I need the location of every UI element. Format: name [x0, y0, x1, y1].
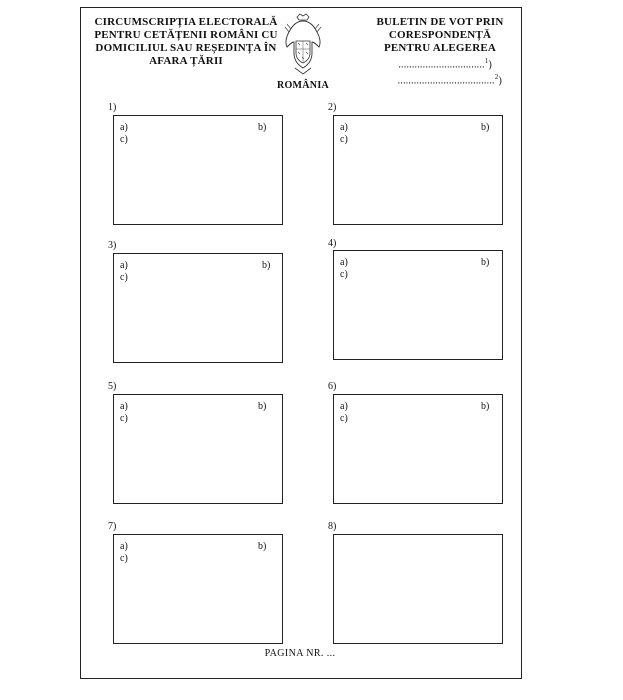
option-b-label: b): [258, 122, 267, 133]
option-c-label: c): [120, 134, 128, 145]
candidate-box[interactable]: [113, 253, 283, 363]
option-c-label: c): [120, 272, 128, 283]
option-c-label: c): [120, 413, 128, 424]
constituency-header: [89, 16, 283, 68]
candidate-box[interactable]: [333, 394, 503, 504]
box-number: 5): [108, 381, 117, 392]
option-b-label: b): [481, 401, 490, 412]
option-c-label: c): [340, 134, 348, 145]
ballot-title-line: CORESPONDENȚĂ: [388, 29, 492, 41]
ballot-title-line: PENTRU ALEGEREA: [383, 42, 497, 54]
box-number: 8): [328, 521, 337, 532]
option-a-label: a): [340, 122, 348, 133]
candidate-box[interactable]: [333, 534, 503, 644]
country-label: ROMÂNIA: [276, 80, 330, 91]
box-number: 4): [328, 238, 337, 249]
option-b-label: b): [262, 260, 271, 271]
election-fill-line: ................................$^1$): [398, 57, 492, 71]
constituency-line: PENTRU CETĂȚENII ROMÂNI CU: [94, 29, 278, 41]
constituency-line: AFARA ȚĂRII: [149, 55, 223, 67]
option-a-label: a): [340, 401, 348, 412]
option-b-label: b): [258, 401, 267, 412]
option-c-label: c): [340, 269, 348, 280]
coat-of-arms-icon: [283, 13, 323, 75]
option-a-label: a): [120, 541, 128, 552]
box-number: 1): [108, 102, 117, 113]
option-b-label: b): [481, 257, 490, 268]
constituency-line: DOMICILIUL SAU REȘEDINȚA ÎN: [95, 42, 277, 54]
candidate-box[interactable]: [333, 250, 503, 360]
page-number-label: PAGINA NR. ...: [264, 648, 336, 659]
box-number: 2): [328, 102, 337, 113]
option-b-label: b): [481, 122, 490, 133]
box-number: 3): [108, 240, 117, 251]
ballot-title: [360, 16, 520, 88]
option-a-label: a): [120, 122, 128, 133]
option-a-label: a): [340, 257, 348, 268]
constituency-line: CIRCUMSCRIPȚIA ELECTORALĂ: [94, 16, 278, 28]
option-c-label: c): [340, 413, 348, 424]
option-a-label: a): [120, 260, 128, 271]
election-fill-line: ....................................$^2$): [397, 73, 502, 87]
option-c-label: c): [120, 553, 128, 564]
box-number: 6): [328, 381, 337, 392]
option-a-label: a): [120, 401, 128, 412]
option-b-label: b): [258, 541, 267, 552]
ballot-title-line: BULETIN DE VOT PRIN: [376, 16, 504, 28]
box-number: 7): [108, 521, 117, 532]
candidate-box[interactable]: [333, 115, 503, 225]
